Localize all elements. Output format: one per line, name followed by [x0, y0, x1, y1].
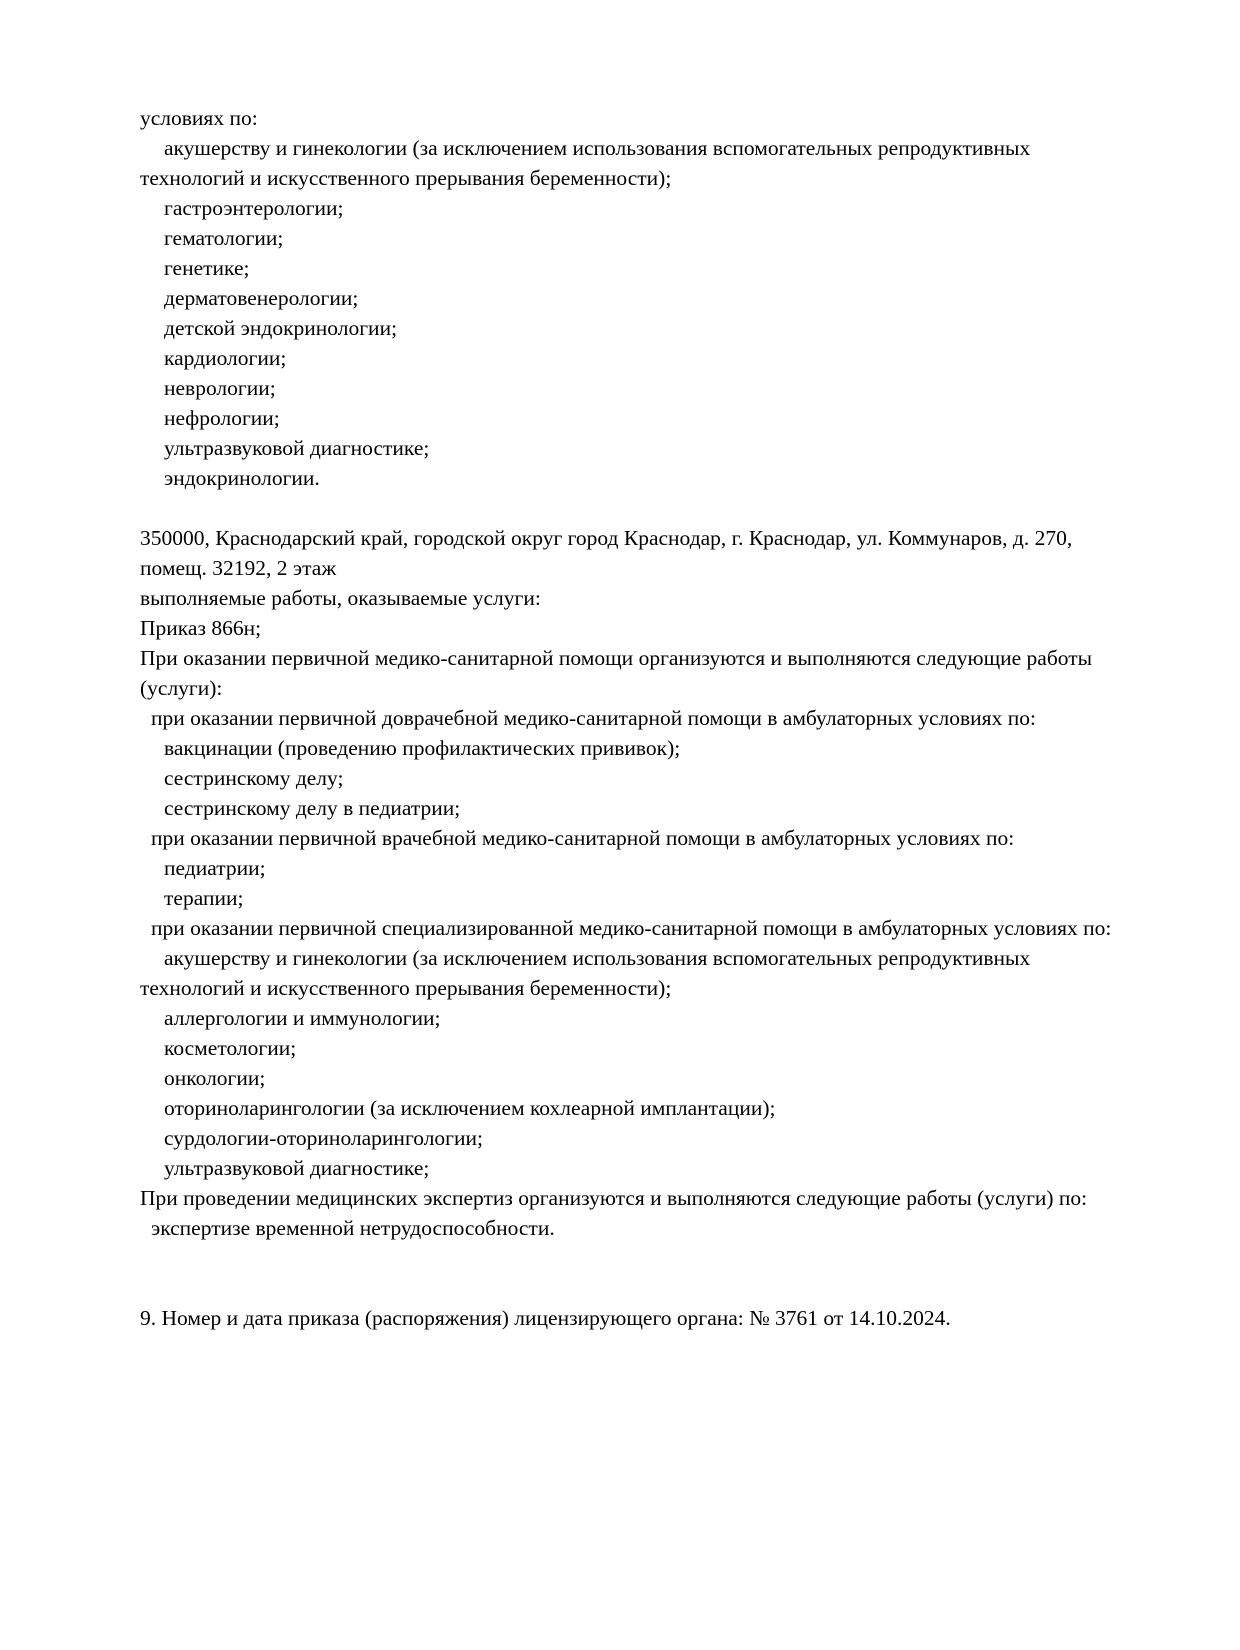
- specialty-item: неврологии;: [164, 376, 276, 400]
- specialty-item: сестринскому делу в педиатрии;: [164, 796, 461, 820]
- specialty-item: онкологии;: [164, 1066, 266, 1090]
- specialty-item: терапии;: [164, 886, 244, 910]
- specialty-item: акушерству и гинекологии (за исключением использования вспомогательных репродуктивных технологий и искусственного прерывания беременности);: [140, 136, 1031, 190]
- expertise-item: экспертизе временной нетрудоспособности.: [151, 1216, 555, 1240]
- specialty-item: косметологии;: [164, 1036, 297, 1060]
- address-line: 350000, Краснодарский край, городской округ город Краснодар, г. Краснодар, ул. Коммунаров, д. 270, помещ. 32192, 2 этаж: [140, 526, 1073, 580]
- medical-care-heading: при оказании первичной врачебной медико-санитарной помощи в амбулаторных условиях по:: [151, 826, 1015, 850]
- specialty-item: педиатрии;: [164, 856, 266, 880]
- primary-care-heading: При оказании первичной медико-санитарной помощи организуются и выполняются следующие работы (услуги):: [140, 646, 1093, 700]
- specialty-item: ультразвуковой диагностике;: [164, 1156, 430, 1180]
- specialty-item: сестринскому делу;: [164, 766, 344, 790]
- license-order-number-line: 9. Номер и дата приказа (распоряжения) лицензирующего органа: № 3761 от 14.10.2024.: [140, 1306, 951, 1330]
- specialty-item: генетике;: [164, 256, 250, 280]
- specialty-item: нефрологии;: [164, 406, 280, 430]
- specialty-item: гастроэнтерологии;: [164, 196, 344, 220]
- specialty-item: вакцинации (проведению профилактических прививок);: [164, 736, 681, 760]
- spacer: [140, 493, 1117, 523]
- expertise-heading: При проведении медицинских экспертиз организуются и выполняются следующие работы (услуги) по:: [140, 1186, 1088, 1210]
- specialty-item: эндокринологии.: [164, 466, 320, 490]
- conditions-intro-line: условиях по:: [140, 106, 258, 130]
- specialty-item: оториноларингологии (за исключением кохлеарной имплантации);: [164, 1096, 776, 1120]
- works-services-line: выполняемые работы, оказываемые услуги:: [140, 586, 541, 610]
- specialty-item: дерматовенерологии;: [164, 286, 359, 310]
- order-866n-line: Приказ 866н;: [140, 616, 262, 640]
- specialized-care-heading: при оказании первичной специализированной медико-санитарной помощи в амбулаторных условиях по:: [151, 916, 1112, 940]
- specialty-item: ультразвуковой диагностике;: [164, 436, 430, 460]
- specialty-item: гематологии;: [164, 226, 284, 250]
- specialty-item: акушерству и гинекологии (за исключением использования вспомогательных репродуктивных технологий и искусственного прерывания беременности);: [140, 946, 1031, 1000]
- spacer: [140, 1243, 1117, 1303]
- pre-medical-care-heading: при оказании первичной доврачебной медико-санитарной помощи в амбулаторных условиях по:: [151, 706, 1036, 730]
- specialty-item: аллергологии и иммунологии;: [164, 1006, 441, 1030]
- specialty-item: сурдологии-оториноларингологии;: [164, 1126, 483, 1150]
- specialty-item: кардиологии;: [164, 346, 287, 370]
- specialty-item: детской эндокринологии;: [164, 316, 398, 340]
